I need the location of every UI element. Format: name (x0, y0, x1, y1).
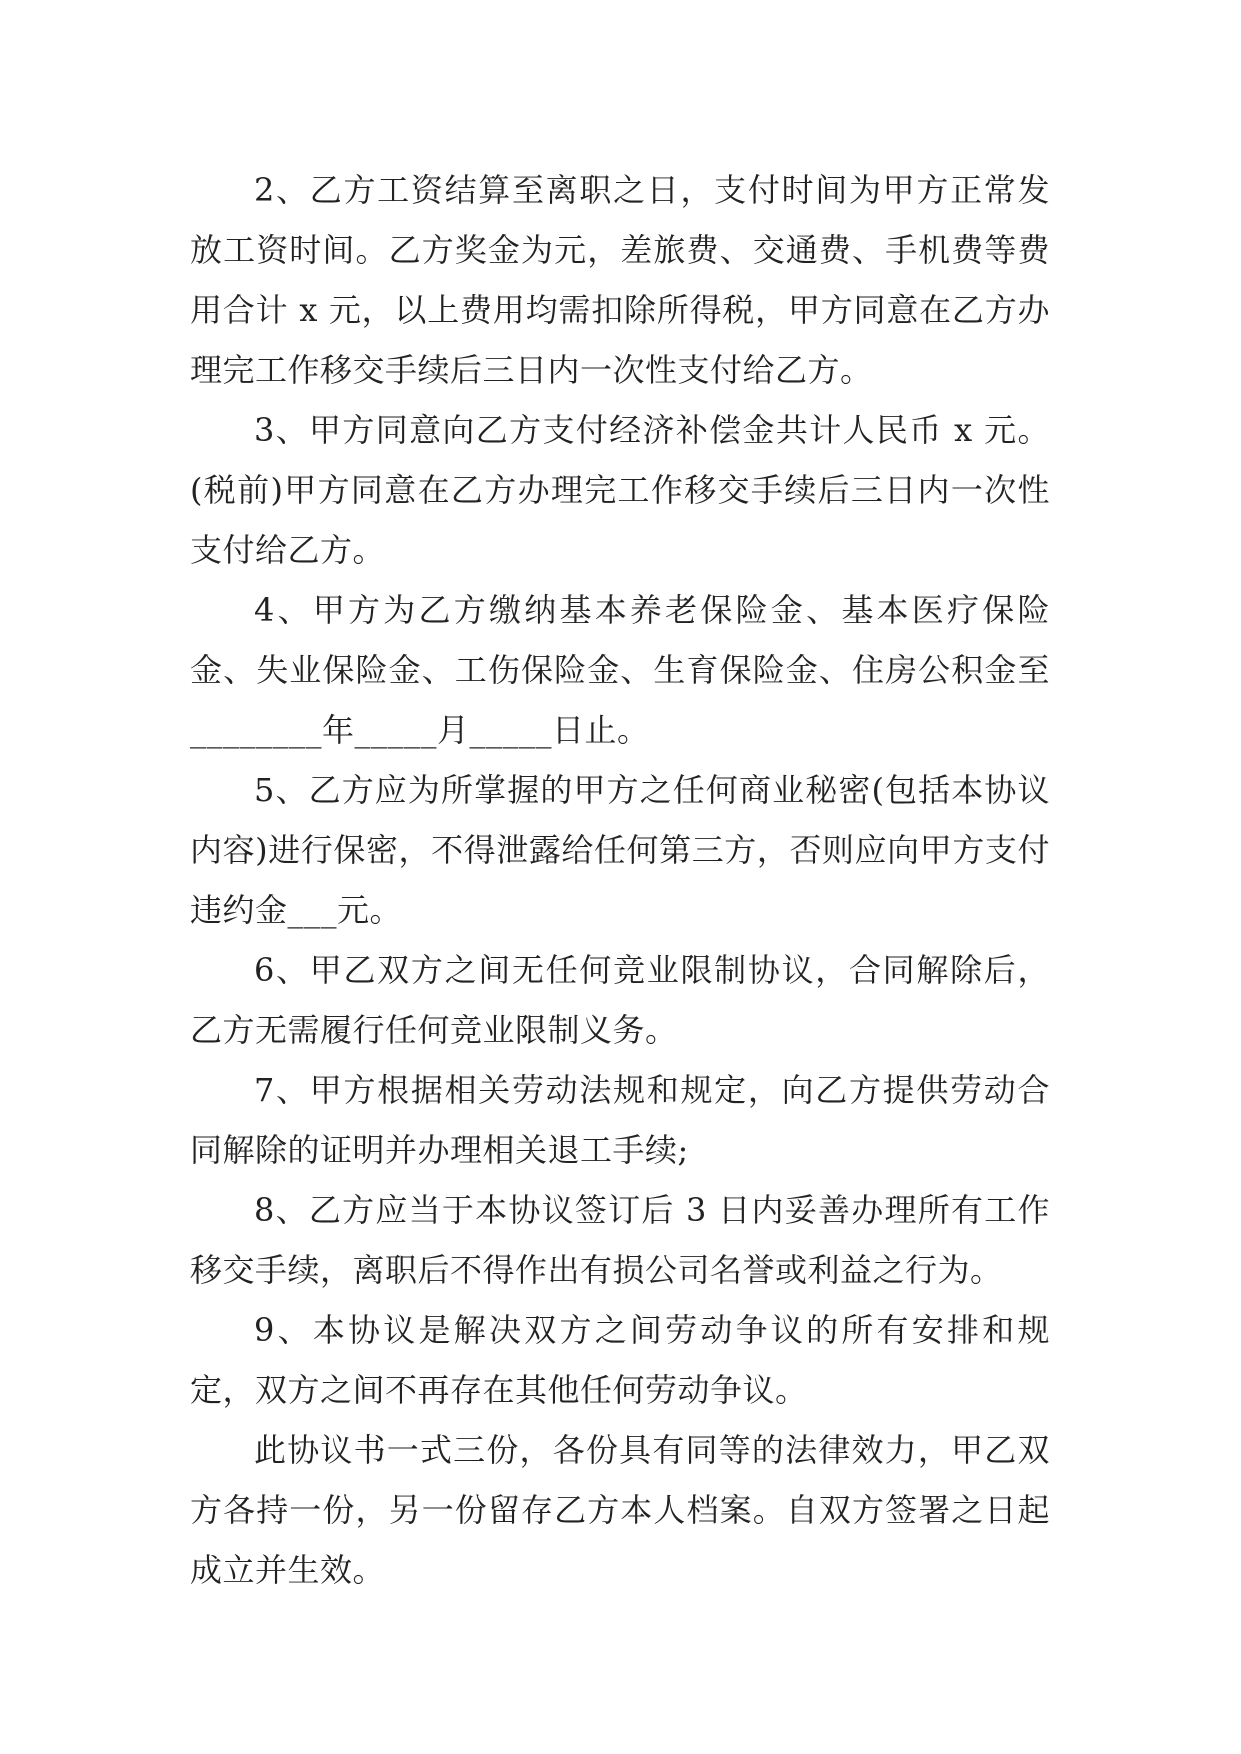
clause-4-paragraph: 4、甲方为乙方缴纳基本养老保险金、基本医疗保险金、失业保险金、工伤保险金、生育保险金、住房公积金至________年_____月_____日止。 (190, 591, 1050, 749)
clause-2-paragraph: 2、乙方工资结算至离职之日，支付时间为甲方正常发放工资时间。乙方奖金为元，差旅费、交通费、手机费等费用合计 x 元，以上费用均需扣除所得税，甲方同意在乙方办理完工作移交手续后三日内一次性支付给乙方。 (190, 171, 1050, 389)
document-body (190, 160, 1050, 1600)
clause-3-paragraph: 3、甲方同意向乙方支付经济补偿金共计人民币 x 元。(税前)甲方同意在乙方办理完工作移交手续后三日内一次性支付给乙方。 (190, 411, 1050, 569)
closing-paragraph: 此协议书一式三份，各份具有同等的法律效力，甲乙双方各持一份，另一份留存乙方本人档案。自双方签署之日起成立并生效。 (190, 1431, 1050, 1589)
clause-6-paragraph: 6、甲乙双方之间无任何竞业限制协议，合同解除后，乙方无需履行任何竞业限制义务。 (190, 951, 1050, 1049)
clause-9-paragraph: 9、本协议是解决双方之间劳动争议的所有安排和规定，双方之间不再存在其他任何劳动争议。 (190, 1311, 1050, 1409)
clause-7-paragraph: 7、甲方根据相关劳动法规和规定，向乙方提供劳动合同解除的证明并办理相关退工手续; (190, 1071, 1050, 1169)
clause-5-paragraph: 5、乙方应为所掌握的甲方之任何商业秘密(包括本协议内容)进行保密，不得泄露给任何第三方，否则应向甲方支付违约金___元。 (190, 771, 1050, 929)
clause-8-paragraph: 8、乙方应当于本协议签订后 3 日内妥善办理所有工作移交手续，离职后不得作出有损公司名誉或利益之行为。 (190, 1191, 1050, 1289)
